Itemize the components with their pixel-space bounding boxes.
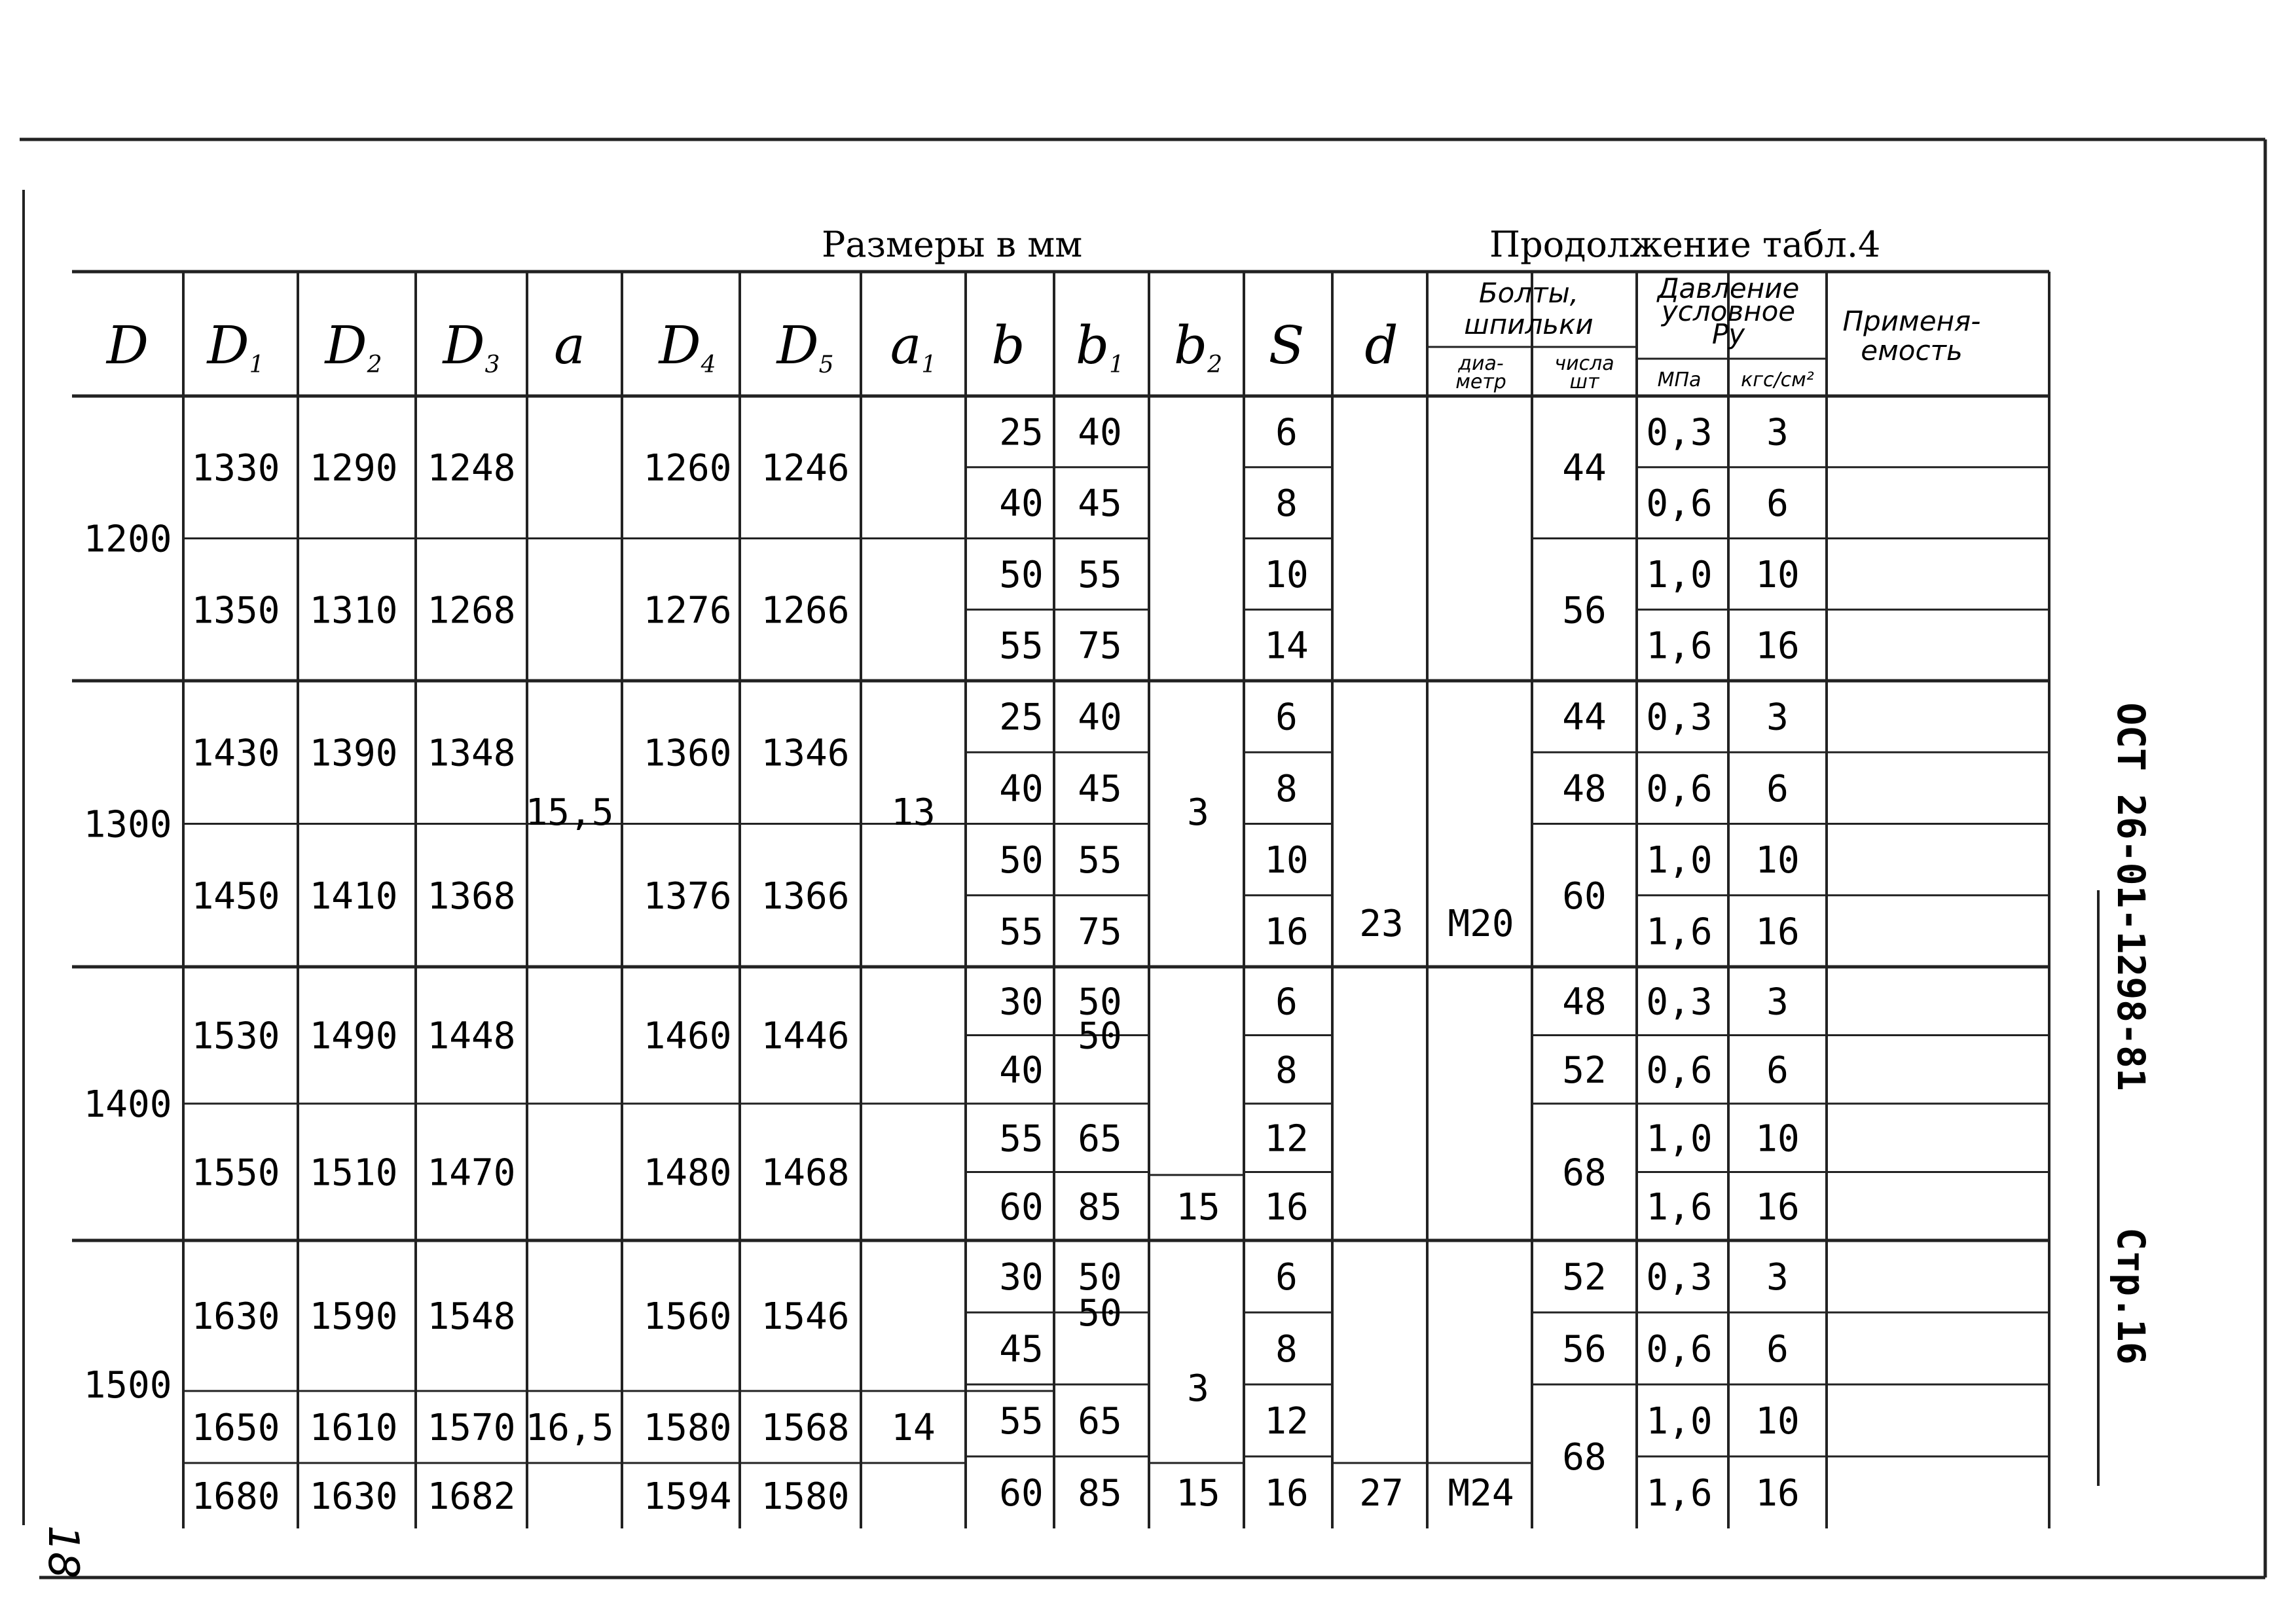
cell-b: 25 <box>999 411 1044 454</box>
cell-D4: 1480 <box>643 1151 732 1195</box>
cell-b: 60 <box>999 1185 1044 1229</box>
cell-D4: 1260 <box>643 446 732 490</box>
cell-S: 16 <box>1264 911 1309 954</box>
cell-b1: 40 <box>1078 411 1122 454</box>
cell-bolt-count: 48 <box>1562 767 1607 810</box>
cell-D1: 1330 <box>191 446 280 490</box>
cell-D4: 1460 <box>643 1015 732 1058</box>
cell-b1: 55 <box>1078 839 1122 882</box>
cell-b1: 55 <box>1078 553 1122 596</box>
cell-D1: 1630 <box>191 1295 280 1338</box>
cell-S: 8 <box>1275 1049 1298 1092</box>
cell-D4: 1360 <box>643 732 732 775</box>
cell-D5: 1446 <box>761 1015 850 1058</box>
cell-pressure-mpa: 0,6 <box>1646 767 1713 810</box>
cell-D5: 1580 <box>761 1475 850 1518</box>
cell-bolt-count: 56 <box>1562 1328 1607 1371</box>
cell-pressure-kgf: 6 <box>1766 1328 1789 1371</box>
cell-pressure-kgf: 3 <box>1766 696 1789 739</box>
page-number: Стр.16 <box>2109 1227 2153 1365</box>
col-header-pressure-line3: Ру <box>1711 318 1745 350</box>
cell-b: 30 <box>999 981 1044 1024</box>
cell-pressure-kgf: 16 <box>1755 624 1800 668</box>
cell-b1: 50 <box>1078 1256 1122 1299</box>
cell-b: 60 <box>999 1472 1044 1515</box>
col-header-bolt-diameter: диа-метр <box>1455 352 1506 393</box>
cell-D3: 1448 <box>427 1015 516 1058</box>
cell-b1: 50 <box>1078 1292 1122 1335</box>
table-body <box>84 411 1800 1518</box>
cell-pressure-mpa: 1,6 <box>1646 624 1713 668</box>
cell-pressure-kgf: 16 <box>1755 911 1800 954</box>
cell-D5: 1346 <box>761 732 850 775</box>
cell-b: 40 <box>999 1049 1044 1092</box>
cell-b2-span: 3 <box>1187 791 1209 834</box>
col-header-d: d <box>1364 315 1398 376</box>
cell-a1-span: 14 <box>891 1407 936 1449</box>
cell-pressure-mpa: 0,6 <box>1646 1049 1713 1092</box>
cell-d-span: 27 <box>1359 1472 1404 1515</box>
col-header-bolts-line1: Болты, <box>1478 277 1579 309</box>
cell-D5: 1366 <box>761 875 850 918</box>
cell-D2: 1310 <box>309 589 398 632</box>
cell-D2: 1590 <box>309 1295 398 1338</box>
cell-S: 14 <box>1264 624 1309 668</box>
cell-b: 40 <box>999 767 1044 810</box>
cell-D4: 1560 <box>643 1295 732 1338</box>
cell-D3: 1682 <box>427 1475 516 1518</box>
cell-b: 45 <box>999 1328 1044 1371</box>
cell-b: 55 <box>999 911 1044 954</box>
cell-D4: 1276 <box>643 589 732 632</box>
cell-b1: 65 <box>1078 1400 1122 1443</box>
cell-pressure-kgf: 3 <box>1766 1256 1789 1299</box>
col-header-b: b <box>991 315 1025 376</box>
cell-b1: 50 <box>1078 981 1122 1024</box>
cell-b: 30 <box>999 1256 1044 1299</box>
cell-pressure-kgf: 6 <box>1766 482 1789 526</box>
cell-bolt-count: 68 <box>1562 1151 1607 1195</box>
cell-a-span: 16,5 <box>525 1407 614 1449</box>
standard-number: ОСТ 26-01-1298-81 <box>2109 702 2153 1091</box>
col-header-pressure-line1: Давление <box>1657 272 1800 304</box>
cell-bolt-diameter-span: М20 <box>1448 903 1514 945</box>
cell-D4: 1580 <box>643 1407 732 1449</box>
cell-b1: 45 <box>1078 482 1122 526</box>
col-header-pressure-mpa: МПа <box>1657 369 1702 391</box>
cell-b1: 75 <box>1078 911 1122 954</box>
cell-b: 55 <box>999 1117 1044 1161</box>
col-header-pressure-kgf: кгс/см² <box>1741 369 1814 391</box>
side-stamp <box>2109 702 2153 1365</box>
cell-pressure-kgf: 6 <box>1766 767 1789 810</box>
cell-D5: 1246 <box>761 446 850 490</box>
cell-pressure-mpa: 1,6 <box>1646 1185 1713 1229</box>
cell-S: 8 <box>1275 767 1298 810</box>
cell-D1: 1350 <box>191 589 280 632</box>
cell-b: 55 <box>999 1400 1044 1443</box>
cell-D1: 1530 <box>191 1015 280 1058</box>
cell-b1: 85 <box>1078 1472 1122 1515</box>
cell-D2: 1510 <box>309 1151 398 1195</box>
col-header-S: S <box>1268 315 1305 376</box>
col-header-D4: D4 <box>659 315 716 378</box>
cell-D3: 1548 <box>427 1295 516 1338</box>
cell-pressure-kgf: 16 <box>1755 1185 1800 1229</box>
cell-D3: 1570 <box>427 1407 516 1449</box>
col-header-bolt-count: числа шт <box>1554 352 1614 393</box>
col-header-D5: D5 <box>776 315 834 378</box>
cell-S: 12 <box>1264 1117 1309 1161</box>
cell-S: 16 <box>1264 1185 1309 1229</box>
cell-D3: 1348 <box>427 732 516 775</box>
cell-S: 6 <box>1275 696 1298 739</box>
cell-bolt-diameter-span: М24 <box>1448 1472 1514 1515</box>
cell-pressure-kgf: 10 <box>1755 839 1800 882</box>
cell-D3: 1470 <box>427 1151 516 1195</box>
cell-b: 50 <box>999 553 1044 596</box>
cell-bolt-count: 68 <box>1562 1436 1607 1479</box>
cell-D: 1200 <box>83 518 172 561</box>
cell-pressure-kgf: 6 <box>1766 1049 1789 1092</box>
cell-pressure-mpa: 1,6 <box>1646 1472 1713 1515</box>
cell-b: 25 <box>999 696 1044 739</box>
cell-D5: 1568 <box>761 1407 850 1449</box>
col-header-D3: D3 <box>443 315 500 378</box>
cell-S: 6 <box>1275 1256 1298 1299</box>
cell-pressure-kgf: 3 <box>1766 981 1789 1024</box>
cell-pressure-kgf: 10 <box>1755 1400 1800 1443</box>
cell-d-span: 23 <box>1359 903 1404 945</box>
cell-D2: 1490 <box>309 1015 398 1058</box>
cell-D2: 1290 <box>309 446 398 490</box>
cell-S: 6 <box>1275 411 1298 454</box>
cell-D1: 1550 <box>191 1151 280 1195</box>
cell-D: 1400 <box>83 1083 172 1126</box>
units-caption: Размеры в мм <box>822 224 1083 265</box>
cell-b1: 50 <box>1078 1015 1122 1058</box>
cell-a1-span: 13 <box>891 791 936 834</box>
cell-a-span: 15,5 <box>525 791 614 834</box>
cell-S: 8 <box>1275 1328 1298 1371</box>
table-header <box>105 272 1981 393</box>
col-header-applicability-line1: Применя- <box>1842 305 1981 337</box>
cell-D3: 1368 <box>427 875 516 918</box>
cell-pressure-mpa: 1,0 <box>1646 553 1713 596</box>
cell-D5: 1546 <box>761 1295 850 1338</box>
cell-bolt-count: 52 <box>1562 1256 1607 1299</box>
cell-D: 1300 <box>83 803 172 846</box>
col-header-a1: a1 <box>890 315 937 378</box>
cell-pressure-mpa: 1,0 <box>1646 1117 1713 1161</box>
cell-pressure-mpa: 1,6 <box>1646 911 1713 954</box>
col-header-D2: D2 <box>325 315 382 378</box>
cell-D2: 1410 <box>309 875 398 918</box>
col-header-D1: D1 <box>207 315 264 378</box>
cell-S: 8 <box>1275 482 1298 526</box>
cell-bolt-count: 44 <box>1562 446 1607 490</box>
cell-pressure-kgf: 16 <box>1755 1472 1800 1515</box>
cell-b1: 40 <box>1078 696 1122 739</box>
cell-pressure-mpa: 0,3 <box>1646 696 1713 739</box>
cell-D5: 1468 <box>761 1151 850 1195</box>
cell-b1: 75 <box>1078 624 1122 668</box>
cell-b1: 65 <box>1078 1117 1122 1161</box>
cell-D4: 1376 <box>643 875 732 918</box>
cell-D3: 1268 <box>427 589 516 632</box>
cell-D2: 1390 <box>309 732 398 775</box>
cell-D1: 1450 <box>191 875 280 918</box>
cell-pressure-kgf: 10 <box>1755 553 1800 596</box>
cell-D1: 1430 <box>191 732 280 775</box>
corner-mark: 18 <box>39 1525 87 1579</box>
cell-pressure-kgf: 3 <box>1766 411 1789 454</box>
cell-pressure-mpa: 1,0 <box>1646 1400 1713 1443</box>
cell-b2-span: 3 <box>1187 1367 1209 1410</box>
cell-S: 10 <box>1264 553 1309 596</box>
cell-pressure-mpa: 0,6 <box>1646 482 1713 526</box>
cell-bolt-count: 44 <box>1562 696 1607 739</box>
cell-pressure-mpa: 0,3 <box>1646 981 1713 1024</box>
cell-b2: 15 <box>1176 1185 1220 1229</box>
cell-b2: 15 <box>1176 1472 1220 1515</box>
cell-pressure-mpa: 0,3 <box>1646 411 1713 454</box>
cell-pressure-mpa: 1,0 <box>1646 839 1713 882</box>
cell-S: 10 <box>1264 839 1309 882</box>
cell-bolt-count: 48 <box>1562 981 1607 1024</box>
col-header-b1: b1 <box>1075 315 1125 378</box>
cell-bolt-count: 52 <box>1562 1049 1607 1092</box>
cell-pressure-mpa: 0,6 <box>1646 1328 1713 1371</box>
col-header-a: a <box>554 315 585 376</box>
cell-bolt-count: 60 <box>1562 875 1607 918</box>
cell-pressure-mpa: 0,3 <box>1646 1256 1713 1299</box>
cell-S: 6 <box>1275 981 1298 1024</box>
col-header-b2: b2 <box>1173 315 1223 378</box>
cell-S: 16 <box>1264 1472 1309 1515</box>
cell-D4: 1594 <box>643 1475 732 1518</box>
cell-b: 50 <box>999 839 1044 882</box>
cell-D: 1500 <box>83 1364 172 1407</box>
col-header-D: D <box>106 315 149 376</box>
continuation-caption: Продолжение табл.4 <box>1489 224 1881 265</box>
cell-b1: 45 <box>1078 767 1122 810</box>
cell-D3: 1248 <box>427 446 516 490</box>
cell-D1: 1680 <box>191 1475 280 1518</box>
cell-D1: 1650 <box>191 1407 280 1449</box>
cell-pressure-kgf: 10 <box>1755 1117 1800 1161</box>
col-header-pressure-line2: условное <box>1661 295 1796 327</box>
cell-bolt-count: 56 <box>1562 589 1607 632</box>
cell-D2: 1630 <box>309 1475 398 1518</box>
col-header-bolts-line2: шпильки <box>1464 308 1594 340</box>
cell-b1: 85 <box>1078 1185 1122 1229</box>
cell-S: 12 <box>1264 1400 1309 1443</box>
cell-D2: 1610 <box>309 1407 398 1449</box>
cell-b: 55 <box>999 624 1044 668</box>
cell-D5: 1266 <box>761 589 850 632</box>
cell-b: 40 <box>999 482 1044 526</box>
col-header-applicability-line2: емость <box>1861 334 1963 367</box>
